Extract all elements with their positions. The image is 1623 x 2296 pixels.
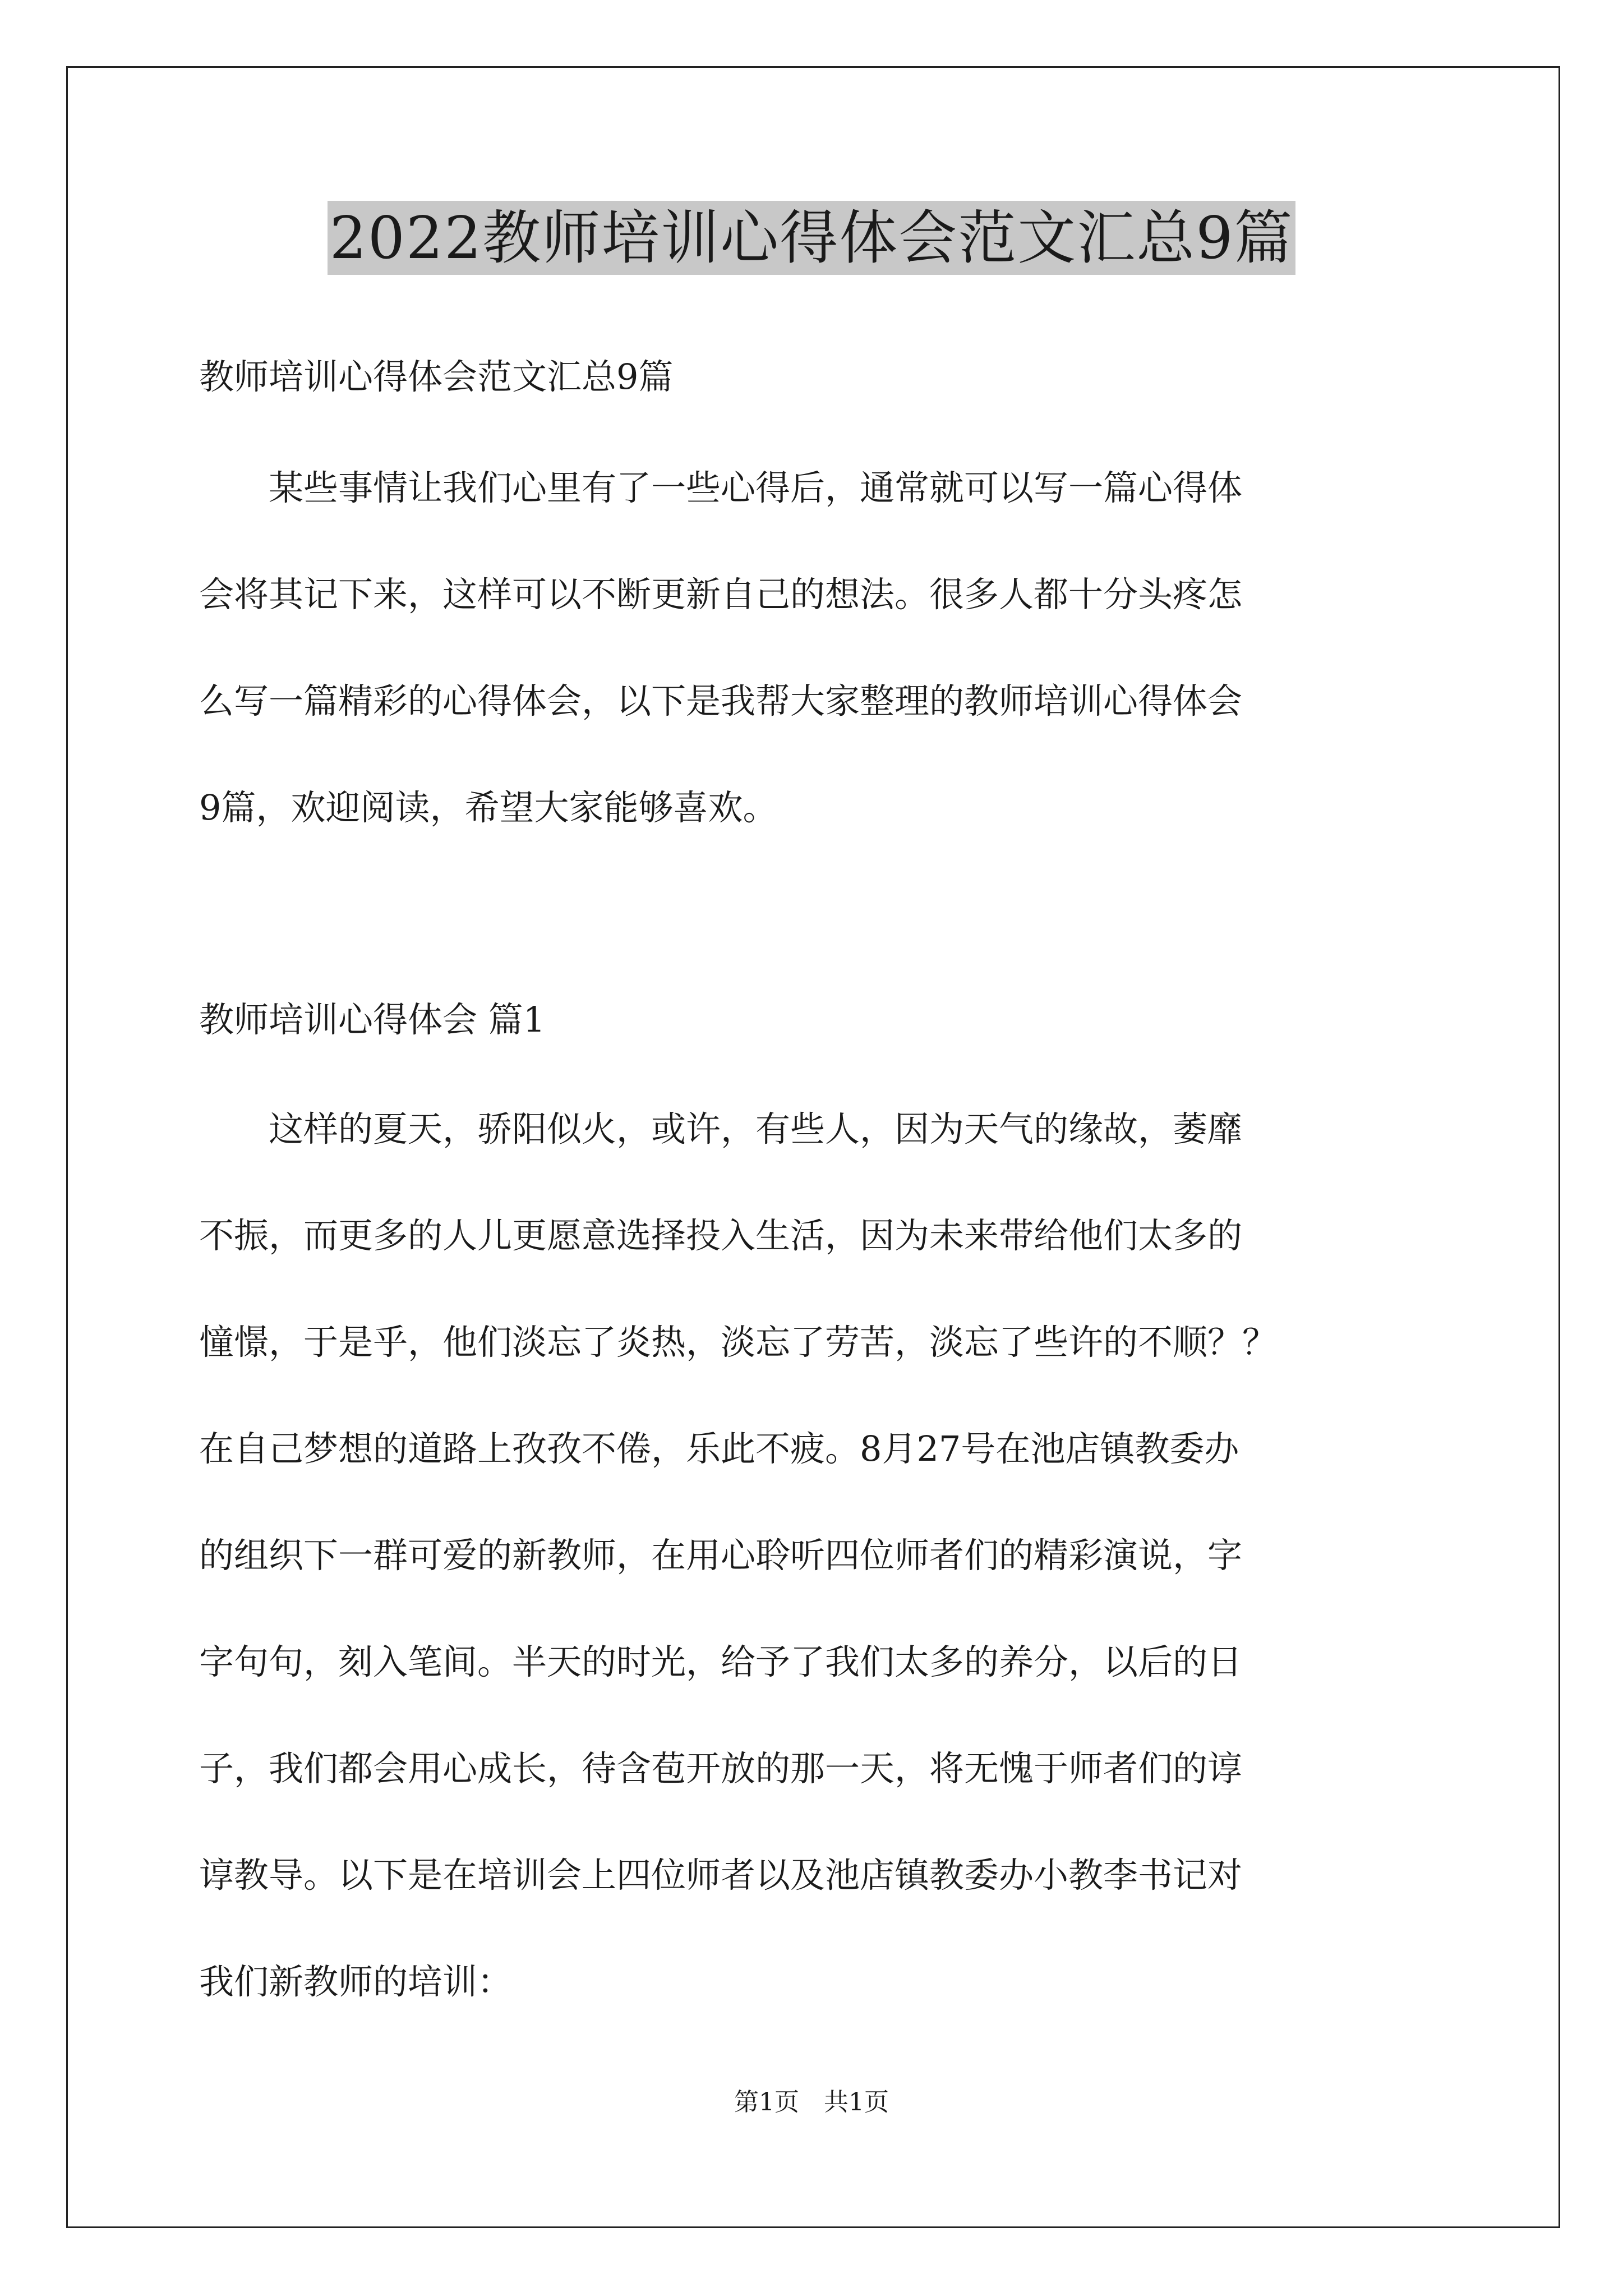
document-title: 2022教师培训心得体会范文汇总9篇 (328, 201, 1296, 275)
body-line: 憧憬，于是乎，他们淡忘了炎热，淡忘了劳苦，淡忘了些许的不顺？？ (199, 1322, 1278, 1363)
section-heading-1: 教师培训心得体会 篇1 (199, 999, 546, 1040)
document-subtitle: 教师培训心得体会范文汇总9篇 (199, 356, 674, 397)
intro-line: 么写一篇精彩的心得体会，以下是我帮大家整理的教师培训心得体会 (199, 680, 1243, 721)
intro-line: 某些事情让我们心里有了一些心得后，通常就可以写一篇心得体 (199, 467, 1243, 508)
body-line: 不振，而更多的人儿更愿意选择投入生活，因为未来带给他们太多的 (199, 1215, 1243, 1256)
body-line: 字句句，刻入笔间。半天的时光，给予了我们太多的养分，以后的日 (199, 1641, 1243, 1682)
body-line: 的组织下一群可爱的新教师，在用心聆听四位师者们的精彩演说，字 (199, 1535, 1243, 1576)
intro-line: 9篇，欢迎阅读，希望大家能够喜欢。 (199, 787, 778, 828)
body-line: 这样的夏天，骄阳似火，或许，有些人，因为天气的缘故，萎靡 (199, 1108, 1243, 1149)
intro-paragraph (199, 435, 1433, 861)
body-line: 子，我们都会用心成长，待含苞开放的那一天，将无愧于师者们的谆 (199, 1748, 1243, 1789)
body-line: 谆教导。以下是在培训会上四位师者以及池店镇教委办小教李书记对 (199, 1855, 1243, 1895)
title-container (0, 201, 1623, 275)
section-1-paragraph (199, 1076, 1433, 2035)
body-line: 我们新教师的培训： (199, 1961, 513, 2002)
page-footer: 第1页 共1页 (734, 2088, 889, 2116)
intro-line: 会将其记下来，这样可以不断更新自己的想法。很多人都十分头疼怎 (199, 574, 1243, 615)
body-line: 在自己梦想的道路上孜孜不倦，乐此不疲。8月27号在池店镇教委办 (199, 1428, 1239, 1469)
